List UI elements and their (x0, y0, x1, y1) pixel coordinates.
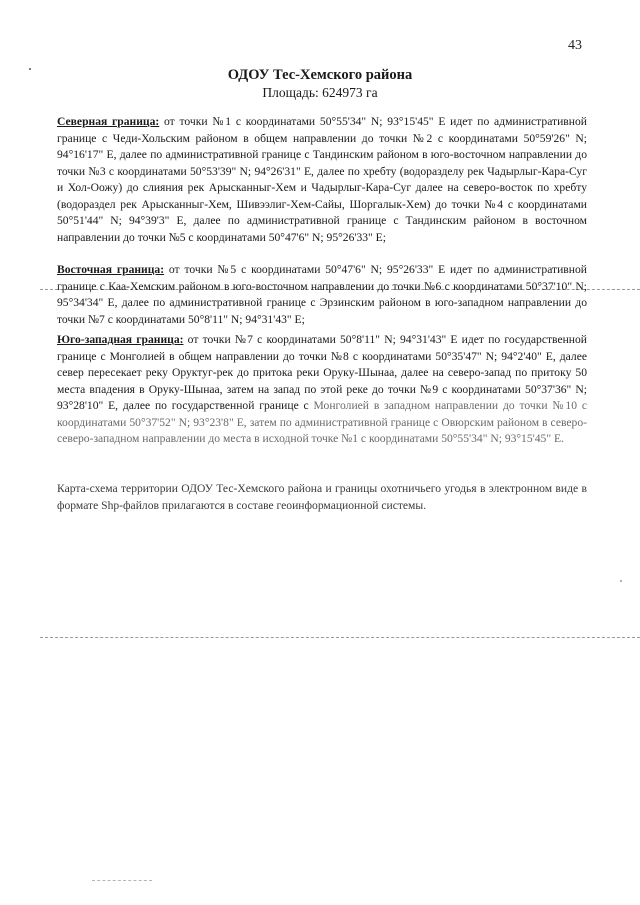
area-subtitle: Площадь: 624973 га (262, 85, 378, 100)
southwestern-border-text-faded: Монголией в западном направлении до точки №10 с координатами 50°37'52" N; 93°23'8" E, затем по административной границе с Овюрским районом в северо-северо-западном направлении до места в исходной точке №1 с координатами 50°55'34" N; 93°15'45" E. (57, 399, 587, 445)
scan-speck (620, 580, 622, 582)
eastern-border-text: от точки №5 с координатами 50°47'6" N; 95°26'33" E идет по административной границе с Каа-Хемским районом в юго-восточном направлении до точки №6 с координатами 50°37'10" N; 95°34'34" E, далее по административной границе с Эрзинским районом в юго-западном направлении до точки №7 с координатами 50°8'11" N; 94°31'43" E; (57, 263, 587, 326)
southwestern-border-text: от точки №7 с координатами 50°8'11" N; 94°31'43" E идет по государственной границе с Монголией в общем направлении до точки №8 с координатами 50°35'47" N; 94°2'40" E, далее север пересекает реку Оруктуг-рек до притока реки Оруку-Шынаа, далее на северо-запад по притоку 50 места впадения в Оруку-Шынаа, затем на запад по этой реке до точки №9 с координатами 50°37'36" N; 93°28'10" E, далее по государственной границе с (57, 333, 588, 412)
southwestern-border-paragraph (57, 332, 587, 448)
map-note-paragraph: Карта-схема территории ОДОУ Тес-Хемского района и границы охотничьего угодья в электронном виде в формате Shp-файлов прилагаются в составе геоинформационной системы. (57, 482, 587, 512)
northern-border-paragraph (57, 114, 587, 246)
eastern-border-heading: Восточная граница: (57, 263, 165, 276)
scan-artifact-line (92, 880, 152, 881)
eastern-border-paragraph (57, 262, 587, 328)
northern-border-heading: Северная граница: (57, 115, 160, 128)
northern-border-text: от точки №1 с координатами 50°55'34" N; 93°15'45" E идет по административной границе с Чеди-Хольским районом в общем направлении до точки №2 с координатами 50°59'26" N; 94°16'17" E, далее по административной границе с Тандинским районом в юго-восточном направлении до точки №3 с координатами 50°53'39" N; 94°26'31" E, далее по хребту (водоразделу рек Чадырлыг-Кара-Суг и Хол-Оожу) до слияния рек Арысканныг-Хем и Чадырлыг-Кара-Суг далее на северо-восток по хребту (водораздел рек Арысканныг-Хем, Шивээлиг-Хем-Сайы, Шоргалык-Хем) до точки №4 с координатами 50°51'44" N; 94°39'3" E, далее по административной границе с Тандинским районом в восточном направлении до точки №5 с координатами 50°47'6" N; 95°26'33" E; (57, 115, 587, 244)
page-number: 43 (568, 38, 582, 53)
southwestern-border-heading: Юго-западная граница: (57, 333, 184, 346)
title-block (0, 66, 640, 102)
scan-artifact-line (40, 637, 640, 638)
document-title: ОДОУ Тес-Хемского района (227, 67, 413, 83)
